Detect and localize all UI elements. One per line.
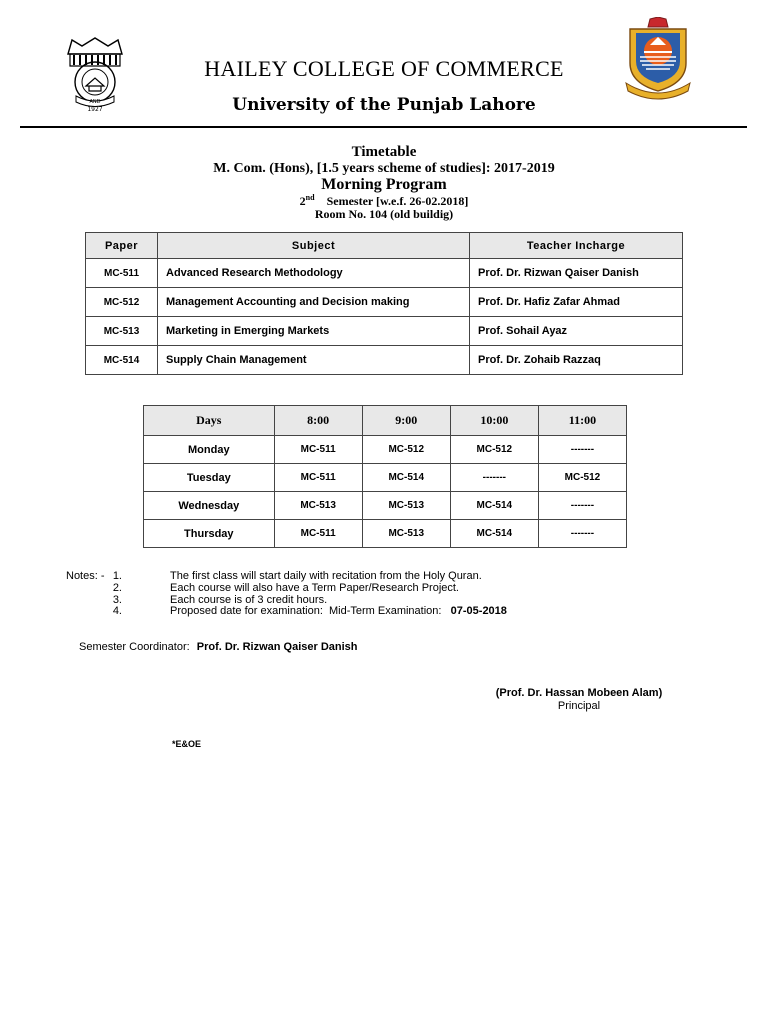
room-line: Room No. 104 (old buildig)	[314, 207, 454, 221]
logo-band-text: AND	[89, 99, 101, 105]
note-text: Each course is of 3 credit hours.	[170, 594, 328, 606]
note-number: 2.	[112, 582, 122, 594]
semester-suffix: nd	[305, 193, 315, 202]
note-number: 3.	[112, 594, 122, 606]
day-name: Monday	[144, 436, 275, 464]
college-name: HAILEY COLLEGE OF COMMERCE	[204, 56, 564, 81]
header-slot-4: 11:00	[538, 406, 626, 436]
paper-code: MC-512	[86, 288, 158, 317]
paper-code: MC-514	[86, 346, 158, 375]
table-row	[144, 464, 627, 492]
header-divider	[20, 126, 747, 128]
logo-year-text: 1927	[87, 106, 103, 112]
principal-name: (Prof. Dr. Hassan Mobeen Alam)	[495, 687, 663, 699]
header-slot-1: 8:00	[274, 406, 362, 436]
day-name: Wednesday	[144, 492, 275, 520]
header-paper: Paper	[86, 233, 158, 259]
teacher-name: Prof. Dr. Rizwan Qaiser Danish	[470, 259, 683, 288]
exam-date: 07-05-2018	[450, 605, 507, 617]
program-title: M. Com. (Hons), [1.5 years scheme of studies]: 2017-2019	[213, 161, 555, 176]
coordinator-name: Prof. Dr. Rizwan Qaiser Danish	[196, 641, 358, 653]
header-slot-2: 9:00	[362, 406, 450, 436]
slot-cell: MC-512	[450, 436, 538, 464]
note-text: Each course will also have a Term Paper/Research Project.	[170, 582, 459, 594]
slot-cell: MC-514	[450, 492, 538, 520]
header-slot-3: 10:00	[450, 406, 538, 436]
slot-cell: MC-514	[362, 464, 450, 492]
note-text: The first class will start daily with recitation from the Holy Quran.	[170, 570, 482, 582]
slot-cell: MC-512	[362, 436, 450, 464]
header-days: Days	[144, 406, 275, 436]
principal-title: Principal	[557, 700, 601, 712]
semester-text: Semester [w.e.f. 26-02.2018]	[326, 194, 469, 208]
subjects-header-row	[86, 233, 683, 259]
day-name: Thursday	[144, 520, 275, 548]
subject-name: Advanced Research Methodology	[158, 259, 470, 288]
notes-label: Notes: -	[66, 570, 105, 582]
slot-cell: MC-511	[274, 520, 362, 548]
teacher-name: Prof. Dr. Zohaib Razzaq	[470, 346, 683, 375]
day-name: Tuesday	[144, 464, 275, 492]
table-row	[86, 317, 683, 346]
slot-cell: MC-513	[362, 520, 450, 548]
note-number: 4.	[112, 605, 122, 617]
timetable-header-row	[144, 406, 627, 436]
table-row	[144, 436, 627, 464]
table-row	[144, 492, 627, 520]
paper-code: MC-511	[86, 259, 158, 288]
table-row	[86, 346, 683, 375]
subject-name: Supply Chain Management	[158, 346, 470, 375]
header-teacher: Teacher Incharge	[470, 233, 683, 259]
header-subject: Subject	[158, 233, 470, 259]
semester-number: 2	[299, 194, 306, 208]
subjects-table	[85, 232, 683, 375]
slot-cell: MC-513	[362, 492, 450, 520]
table-row	[86, 288, 683, 317]
table-row	[144, 520, 627, 548]
session-title: Morning Program	[321, 176, 447, 193]
eoe-note: *E&OE	[172, 739, 202, 749]
slot-cell: MC-514	[450, 520, 538, 548]
note-number: 1.	[112, 570, 122, 582]
subject-name: Marketing in Emerging Markets	[158, 317, 470, 346]
subject-name: Management Accounting and Decision making	[158, 288, 470, 317]
paper-code: MC-513	[86, 317, 158, 346]
coordinator-label: Semester Coordinator:	[79, 641, 190, 653]
slot-cell: -------	[538, 492, 626, 520]
slot-cell: -------	[450, 464, 538, 492]
university-name: University of the Punjab Lahore	[232, 95, 536, 115]
teacher-name: Prof. Sohail Ayaz	[470, 317, 683, 346]
note-text	[170, 605, 507, 617]
timetable-heading: Timetable	[351, 144, 417, 160]
slot-cell: -------	[538, 520, 626, 548]
slot-cell: MC-511	[274, 464, 362, 492]
slot-cell: -------	[538, 436, 626, 464]
slot-cell: MC-511	[274, 436, 362, 464]
slot-cell: MC-512	[538, 464, 626, 492]
table-row	[86, 259, 683, 288]
semester-coordinator	[79, 641, 358, 653]
weekly-timetable	[143, 405, 627, 548]
teacher-name: Prof. Dr. Hafiz Zafar Ahmad	[470, 288, 683, 317]
slot-cell: MC-513	[274, 492, 362, 520]
note-text-main: Proposed date for examination: Mid-Term Examination:	[170, 605, 442, 617]
